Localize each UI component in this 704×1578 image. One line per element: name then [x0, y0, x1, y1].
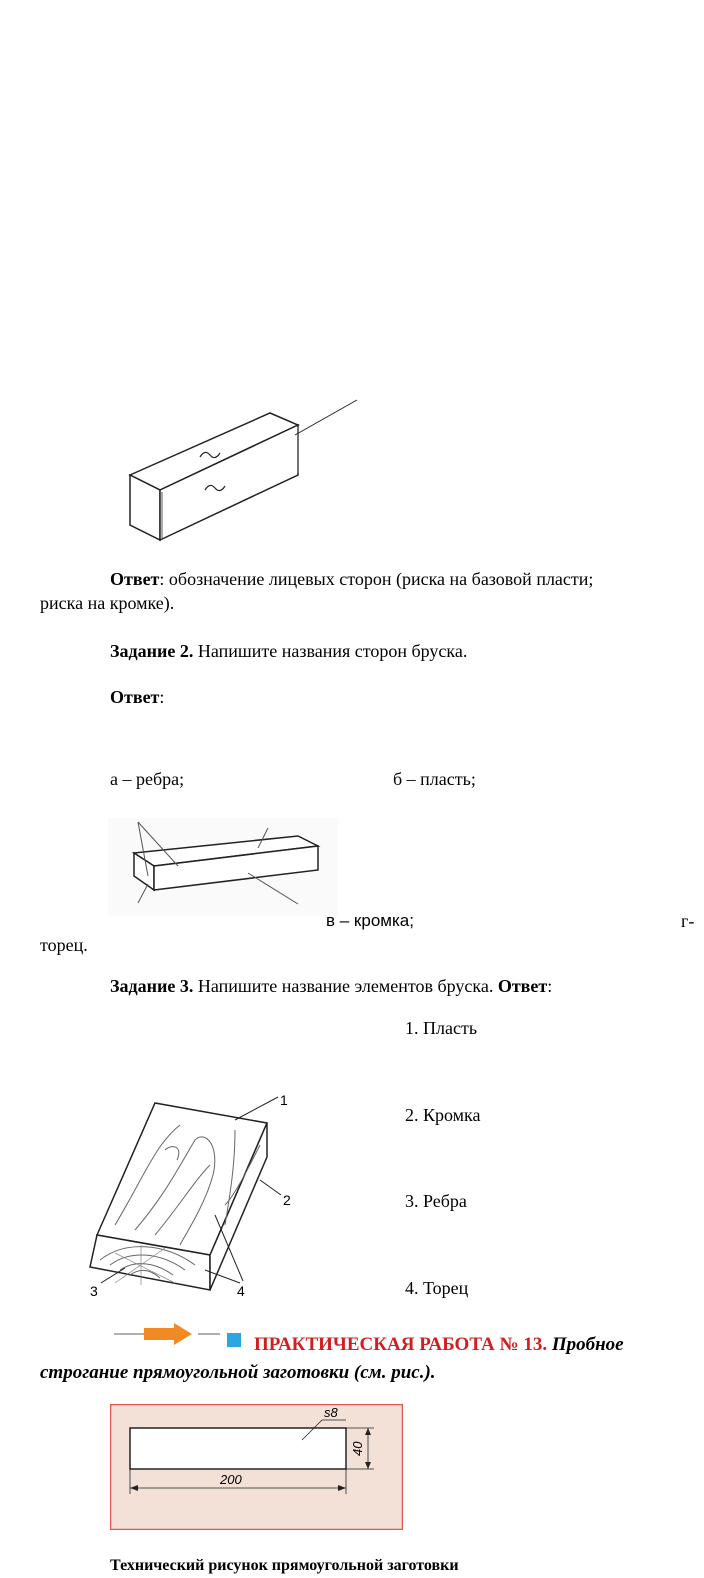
task1-answer-line1	[110, 568, 593, 590]
figure-label-4: 4	[237, 1283, 245, 1299]
task2-item-g-part1: г-	[681, 911, 695, 931]
task3-item-4: 4. Торец	[405, 1278, 469, 1298]
task3-item-1: 1. Пласть	[405, 1018, 478, 1038]
task2-item-v: в – кромка;	[326, 911, 414, 930]
height-label: 40	[350, 1441, 365, 1456]
practical-heading	[254, 1334, 624, 1356]
answer-label: Ответ	[110, 687, 160, 707]
task3-heading	[110, 975, 552, 997]
task2-item-a: а – ребра;	[110, 769, 185, 789]
practical-subtitle-line2	[40, 1362, 436, 1384]
task2-title: Задание 2.	[110, 641, 194, 661]
answer-colon: :	[159, 687, 165, 707]
block-elements-figure	[85, 1085, 300, 1300]
figure-label-3: 3	[90, 1283, 98, 1299]
practical-subtitle-part2: строгание прямоугольной заготовки (см. рис.).	[40, 1362, 436, 1383]
length-label: 200	[220, 1472, 242, 1487]
task3-item-3: 3. Ребра	[405, 1191, 467, 1211]
flat-bar-figure	[108, 818, 338, 916]
task3-item-2: 2. Кромка	[405, 1105, 481, 1125]
task2-question: Напишите названия сторон бруска.	[193, 641, 468, 661]
drawing-caption	[110, 1555, 459, 1577]
answer-label: Ответ	[497, 976, 548, 996]
caption-text: Технический рисунок прямоугольной заготовки	[110, 1557, 459, 1574]
figure-label-2: 2	[283, 1192, 291, 1208]
figure-label-1: 1	[280, 1092, 288, 1108]
task2-heading	[110, 640, 467, 662]
task3-question: Напишите название элементов бруска.	[193, 976, 498, 996]
task2-item-b: б – пласть;	[393, 769, 476, 789]
practical-title: ПРАКТИЧЕСКАЯ РАБОТА № 13.	[254, 1334, 548, 1355]
task3-title: Задание 3.	[110, 976, 194, 996]
task2-answer	[110, 686, 164, 708]
answer-label: Ответ	[110, 569, 160, 589]
answer-text: : обозначение лицевых сторон (риска на базовой пласти;	[159, 569, 594, 589]
task2-item-g-part2: торец.	[40, 935, 88, 955]
blue-square-icon	[227, 1333, 241, 1347]
arrow-icon	[112, 1323, 222, 1345]
bar-face-marks-figure	[120, 395, 370, 545]
answer-colon: :	[547, 976, 553, 996]
workpiece-drawing	[110, 1404, 403, 1530]
thickness-label: s8	[324, 1405, 338, 1420]
practical-subtitle-part1: Пробное	[547, 1334, 624, 1355]
task1-answer-line2: риска на кромке).	[40, 593, 175, 613]
